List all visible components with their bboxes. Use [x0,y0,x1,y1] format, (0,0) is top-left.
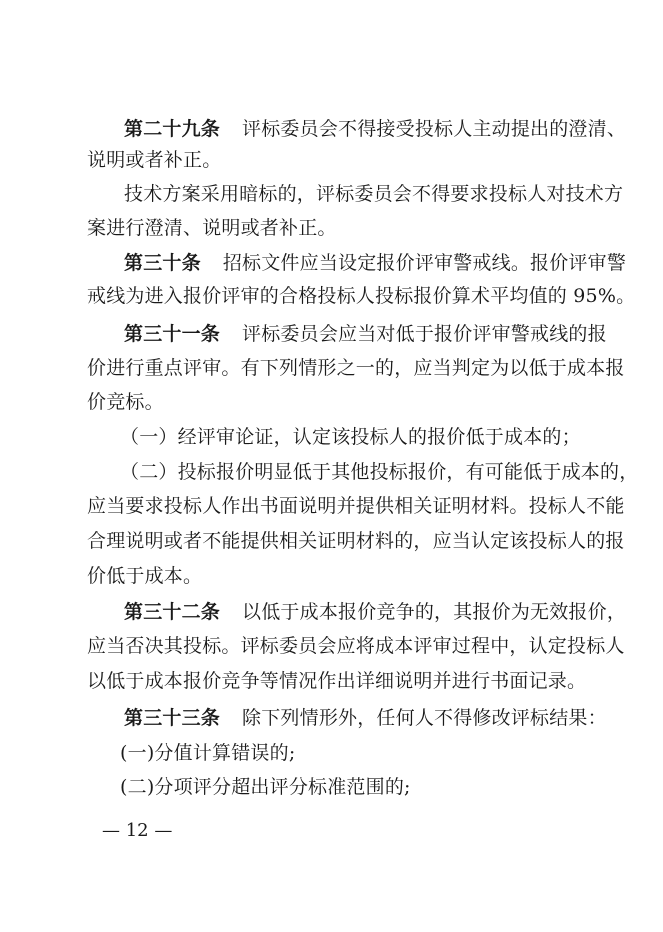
article-29-line-2: 说明或者补正。 [87,149,222,171]
article-31-item-1: （一）经评审论证，认定该投标人的报价低于成本的； [120,426,581,448]
article-29-paragraph-2-line-1: 技术方案采用暗标的，评标委员会不得要求投标人对技术方 [124,183,624,205]
article-29-heading: 第二十九条 [124,118,221,140]
article-30-line-2: 戒线为进入报价评审的合格投标人投标报价算术平均值的 95%。 [87,285,636,307]
article-33-item-1: (一)分值计算错误的; [120,742,296,764]
article-33-line-1 [124,706,624,730]
article-30-heading: 第三十条 [124,252,201,274]
article-33-heading: 第三十三条 [124,707,221,729]
article-31-line-3: 价竞标。 [87,391,164,413]
article-32-heading: 第三十二条 [124,601,221,623]
article-32-line-3: 以低于成本报价竞争等情况作出详细说明并进行书面记录。 [87,670,587,692]
article-30-text: 招标文件应当设定报价评审警戒线。报价评审警 [222,252,627,274]
article-29-line-1 [124,117,627,141]
article-31-item-2-line-3: 合理说明或者不能提供相关证明材料的，应当认定该投标人的报 [87,530,625,552]
article-29-text: 评标委员会不得接受投标人主动提出的澄清、 [242,118,627,140]
article-32-line-2: 应当否决其投标。评标委员会应将成本评审过程中，认定投标人 [87,635,625,657]
article-30-line-1 [124,251,627,275]
article-31-line-1 [124,322,624,346]
article-31-heading: 第三十一条 [124,323,221,345]
article-33-text: 除下列情形外，任何人不得修改评标结果： [242,707,607,729]
page-number: — 12 — [102,820,173,841]
article-29-paragraph-2-line-2: 案进行澄清、说明或者补正。 [87,217,337,239]
article-31-item-2-line-4: 价低于成本。 [87,565,203,587]
article-31-text: 评标委员会应当对低于报价评审警戒线的报 [242,323,607,345]
article-31-item-2-line-2: 应当要求投标人作出书面说明并提供相关证明材料。投标人不能 [87,495,625,517]
article-31-item-2-line-1: （二）投标报价明显低于其他投标报价，有可能低于成本的， [120,461,639,483]
article-32-line-1 [124,600,627,624]
article-31-line-2: 价进行重点评审。有下列情形之一的，应当判定为以低于成本报 [87,357,625,379]
article-33-item-2: (二)分项评分超出评分标准范围的; [120,776,411,798]
article-32-text: 以低于成本报价竞争的，其报价为无效报价， [242,601,627,623]
